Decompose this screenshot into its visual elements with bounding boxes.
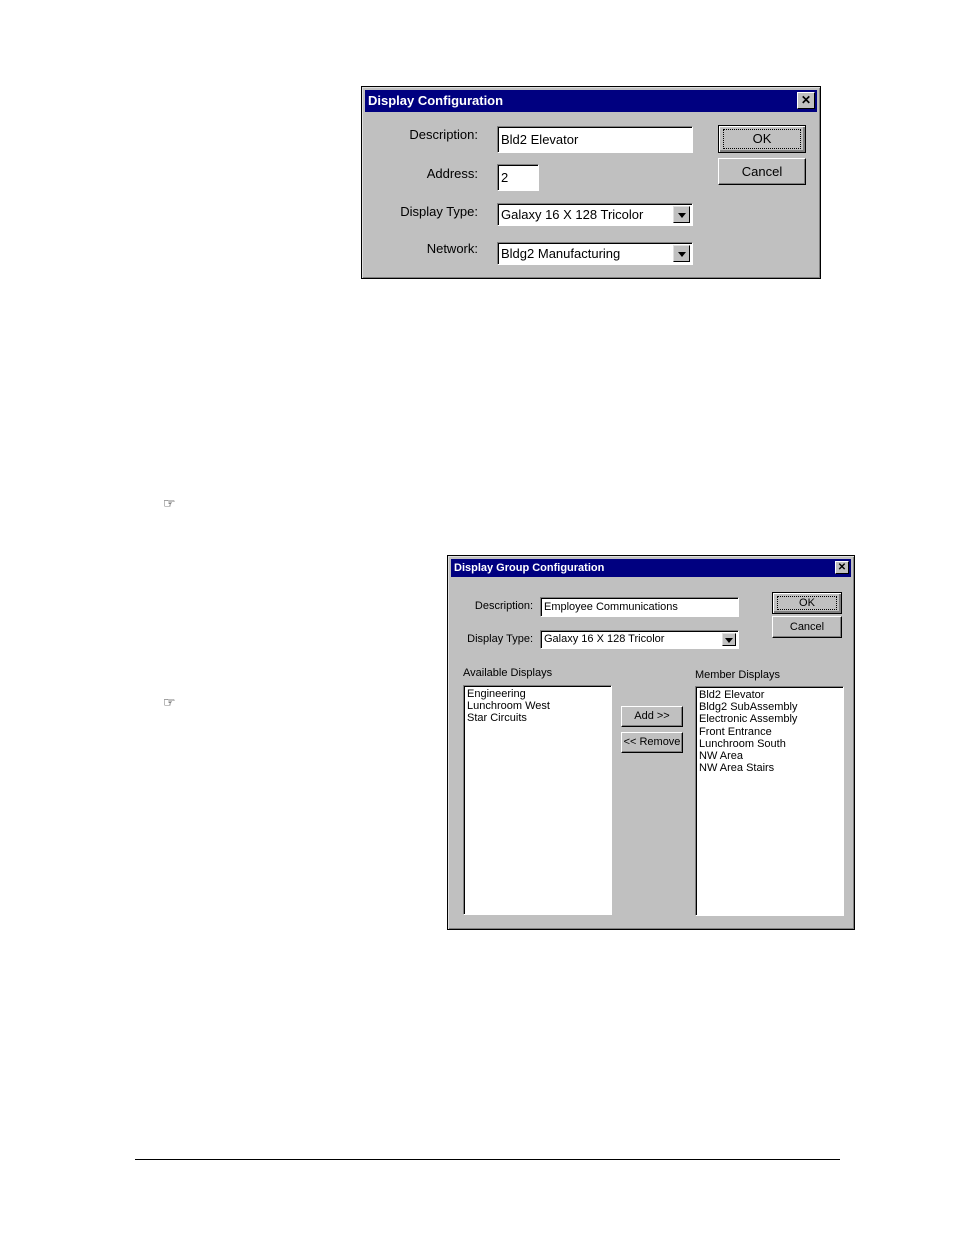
list-item[interactable]: Bld2 Elevator <box>699 689 765 701</box>
display-type-select[interactable] <box>497 203 693 226</box>
footer-rule <box>135 1159 840 1160</box>
display-type-select[interactable] <box>540 630 739 649</box>
list-item[interactable]: Bldg2 SubAssembly <box>699 701 798 714</box>
cancel-button-label: Cancel <box>789 621 825 633</box>
list-item[interactable]: Electronic Assembly <box>699 713 798 726</box>
dialog-titlebar <box>365 90 817 112</box>
cancel-button-label: Cancel <box>741 164 783 179</box>
add-button[interactable] <box>621 706 683 727</box>
ok-button-label: OK <box>799 597 815 609</box>
network-value: Bldg2 Manufacturing <box>501 246 621 261</box>
display-type-label: Display Type: <box>467 633 533 645</box>
list-item[interactable]: NW Area <box>699 750 744 763</box>
dialog-title: Display Configuration <box>368 93 504 108</box>
member-displays-label: Member Displays <box>695 669 780 681</box>
dialog-titlebar <box>451 559 851 577</box>
display-type-value: Galaxy 16 X 128 Tricolor <box>544 633 665 645</box>
ok-button-label: OK <box>752 131 772 146</box>
dialog-title: Display Group Configuration <box>454 562 605 574</box>
display-type-label: Display Type: <box>400 204 478 219</box>
close-icon[interactable]: ✕ <box>797 92 815 109</box>
ok-button[interactable] <box>718 125 806 153</box>
address-label: Address: <box>426 166 478 181</box>
add-button-label: Add >> <box>634 710 670 722</box>
focus-ring <box>777 596 837 610</box>
focus-ring <box>723 129 801 149</box>
chevron-down-icon[interactable] <box>673 245 690 262</box>
cancel-button[interactable] <box>772 616 842 638</box>
close-icon[interactable]: ✕ <box>835 561 849 574</box>
display-type-value: Galaxy 16 X 128 Tricolor <box>501 207 644 222</box>
available-displays-label: Available Displays <box>463 667 553 679</box>
list-item[interactable]: Engineering <box>467 688 526 700</box>
member-displays-list[interactable] <box>695 686 844 916</box>
pointing-hand-icon: ☞ <box>163 496 176 512</box>
network-label: Network: <box>426 241 478 256</box>
description-field[interactable]: Bld2 Elevator <box>497 126 693 153</box>
description-label: Description: <box>474 600 533 612</box>
cancel-button[interactable] <box>718 158 806 185</box>
network-select[interactable] <box>497 242 693 265</box>
list-item[interactable]: Lunchroom West <box>467 700 550 713</box>
list-item[interactable]: Star Circuits <box>467 712 527 725</box>
display-configuration-dialog <box>361 86 821 279</box>
remove-button-label: << Remove <box>623 736 681 748</box>
description-field[interactable]: Employee Communications <box>540 597 739 617</box>
address-field[interactable]: 2 <box>497 164 539 191</box>
list-item[interactable]: NW Area Stairs <box>699 762 775 775</box>
ok-button[interactable] <box>772 592 842 614</box>
list-item[interactable]: Front Entrance <box>699 725 772 738</box>
available-displays-list[interactable] <box>463 685 612 915</box>
description-label: Description: <box>409 127 478 142</box>
pointing-hand-icon: ☞ <box>163 695 176 711</box>
display-group-configuration-dialog <box>447 555 855 930</box>
chevron-down-icon[interactable] <box>722 633 736 646</box>
list-item[interactable]: Lunchroom South <box>699 737 786 750</box>
remove-button[interactable] <box>621 732 683 753</box>
chevron-down-icon[interactable] <box>673 206 690 223</box>
